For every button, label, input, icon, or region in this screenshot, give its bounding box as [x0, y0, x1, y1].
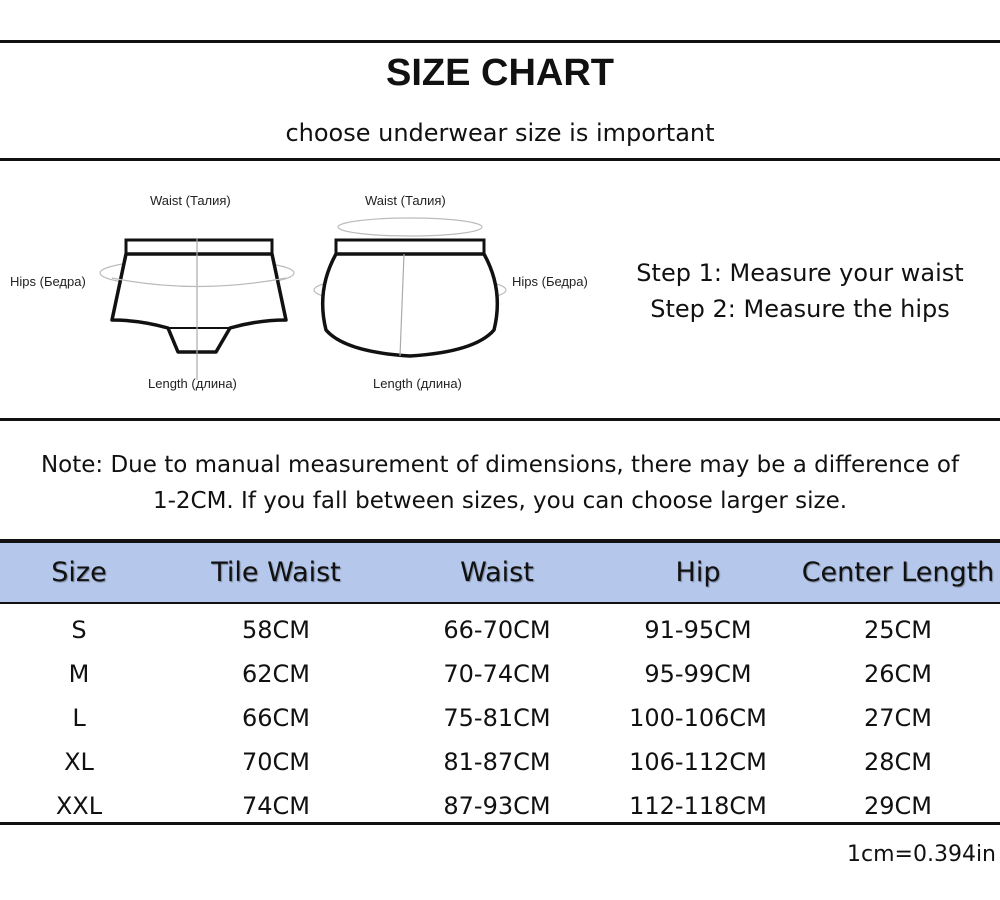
table-row — [0, 652, 1000, 696]
cell-center-length: 27CM — [863, 704, 932, 732]
cell-waist: 87-93CM — [443, 792, 551, 820]
back-hips-label: Hips (Бедра) — [512, 274, 588, 289]
cell-center-length: 29CM — [863, 792, 932, 820]
cell-hip: 91-95CM — [644, 616, 752, 644]
measure-steps — [600, 255, 1000, 327]
diagram-bottom-rule — [0, 418, 1000, 421]
column-header-center-length: Center Length — [796, 541, 1000, 603]
column-header-waist: Waist — [394, 541, 600, 603]
cell-waist: 70-74CM — [443, 660, 551, 688]
cell-hip: 106-112CM — [629, 748, 767, 776]
column-header-hip: Hip — [600, 541, 796, 603]
header-bottom-rule — [0, 158, 1000, 161]
note-line-2: 1-2CM. If you fall between sizes, you can choose larger size. — [152, 488, 848, 514]
step-1: Step 1: Measure your waist — [636, 259, 964, 287]
cell-center-length: 26CM — [863, 660, 932, 688]
cell-tile-waist: 70CM — [241, 748, 310, 776]
step-2: Step 2: Measure the hips — [650, 295, 950, 323]
size-table-container — [0, 539, 1000, 828]
page-subtitle: choose underwear size is important — [285, 119, 715, 147]
table-row — [0, 740, 1000, 784]
cell-tile-waist: 74CM — [241, 792, 310, 820]
cell-waist: 81-87CM — [443, 748, 551, 776]
column-header-tile-waist: Tile Waist — [158, 541, 394, 603]
cell-size: S — [71, 616, 87, 644]
cell-size: XL — [64, 748, 94, 776]
table-row — [0, 603, 1000, 652]
table-header-row — [0, 541, 1000, 603]
cell-hip: 95-99CM — [644, 660, 752, 688]
unit-conversion-note: 1cm=0.394in — [847, 842, 996, 867]
back-waist-label: Waist (Талия) — [365, 193, 446, 208]
page-title: SIZE CHART — [386, 52, 614, 94]
measurement-note — [0, 447, 1000, 519]
front-waist-label: Waist (Талия) — [150, 193, 231, 208]
column-header-size: Size — [0, 541, 158, 603]
cell-size: M — [68, 660, 90, 688]
cell-tile-waist: 58CM — [241, 616, 310, 644]
table-row — [0, 696, 1000, 740]
cell-center-length: 28CM — [863, 748, 932, 776]
table-row — [0, 784, 1000, 828]
front-brief-illustration — [100, 238, 294, 380]
top-rule — [0, 40, 1000, 43]
cell-waist: 75-81CM — [443, 704, 551, 732]
cell-tile-waist: 62CM — [241, 660, 310, 688]
measurement-diagram — [0, 170, 620, 410]
cell-hip: 112-118CM — [629, 792, 767, 820]
size-table — [0, 539, 1000, 828]
back-brief-illustration — [314, 218, 506, 356]
front-length-label: Length (длина) — [148, 376, 237, 391]
cell-waist: 66-70CM — [443, 616, 551, 644]
note-line-1: Note: Due to manual measurement of dimensions, there may be a difference of — [40, 452, 960, 478]
cell-tile-waist: 66CM — [241, 704, 310, 732]
cell-center-length: 25CM — [863, 616, 932, 644]
cell-size: XXL — [55, 792, 103, 820]
cell-hip: 100-106CM — [629, 704, 767, 732]
front-hips-label: Hips (Бедра) — [10, 274, 86, 289]
cell-size: L — [72, 704, 86, 732]
back-length-label: Length (длина) — [373, 376, 462, 391]
